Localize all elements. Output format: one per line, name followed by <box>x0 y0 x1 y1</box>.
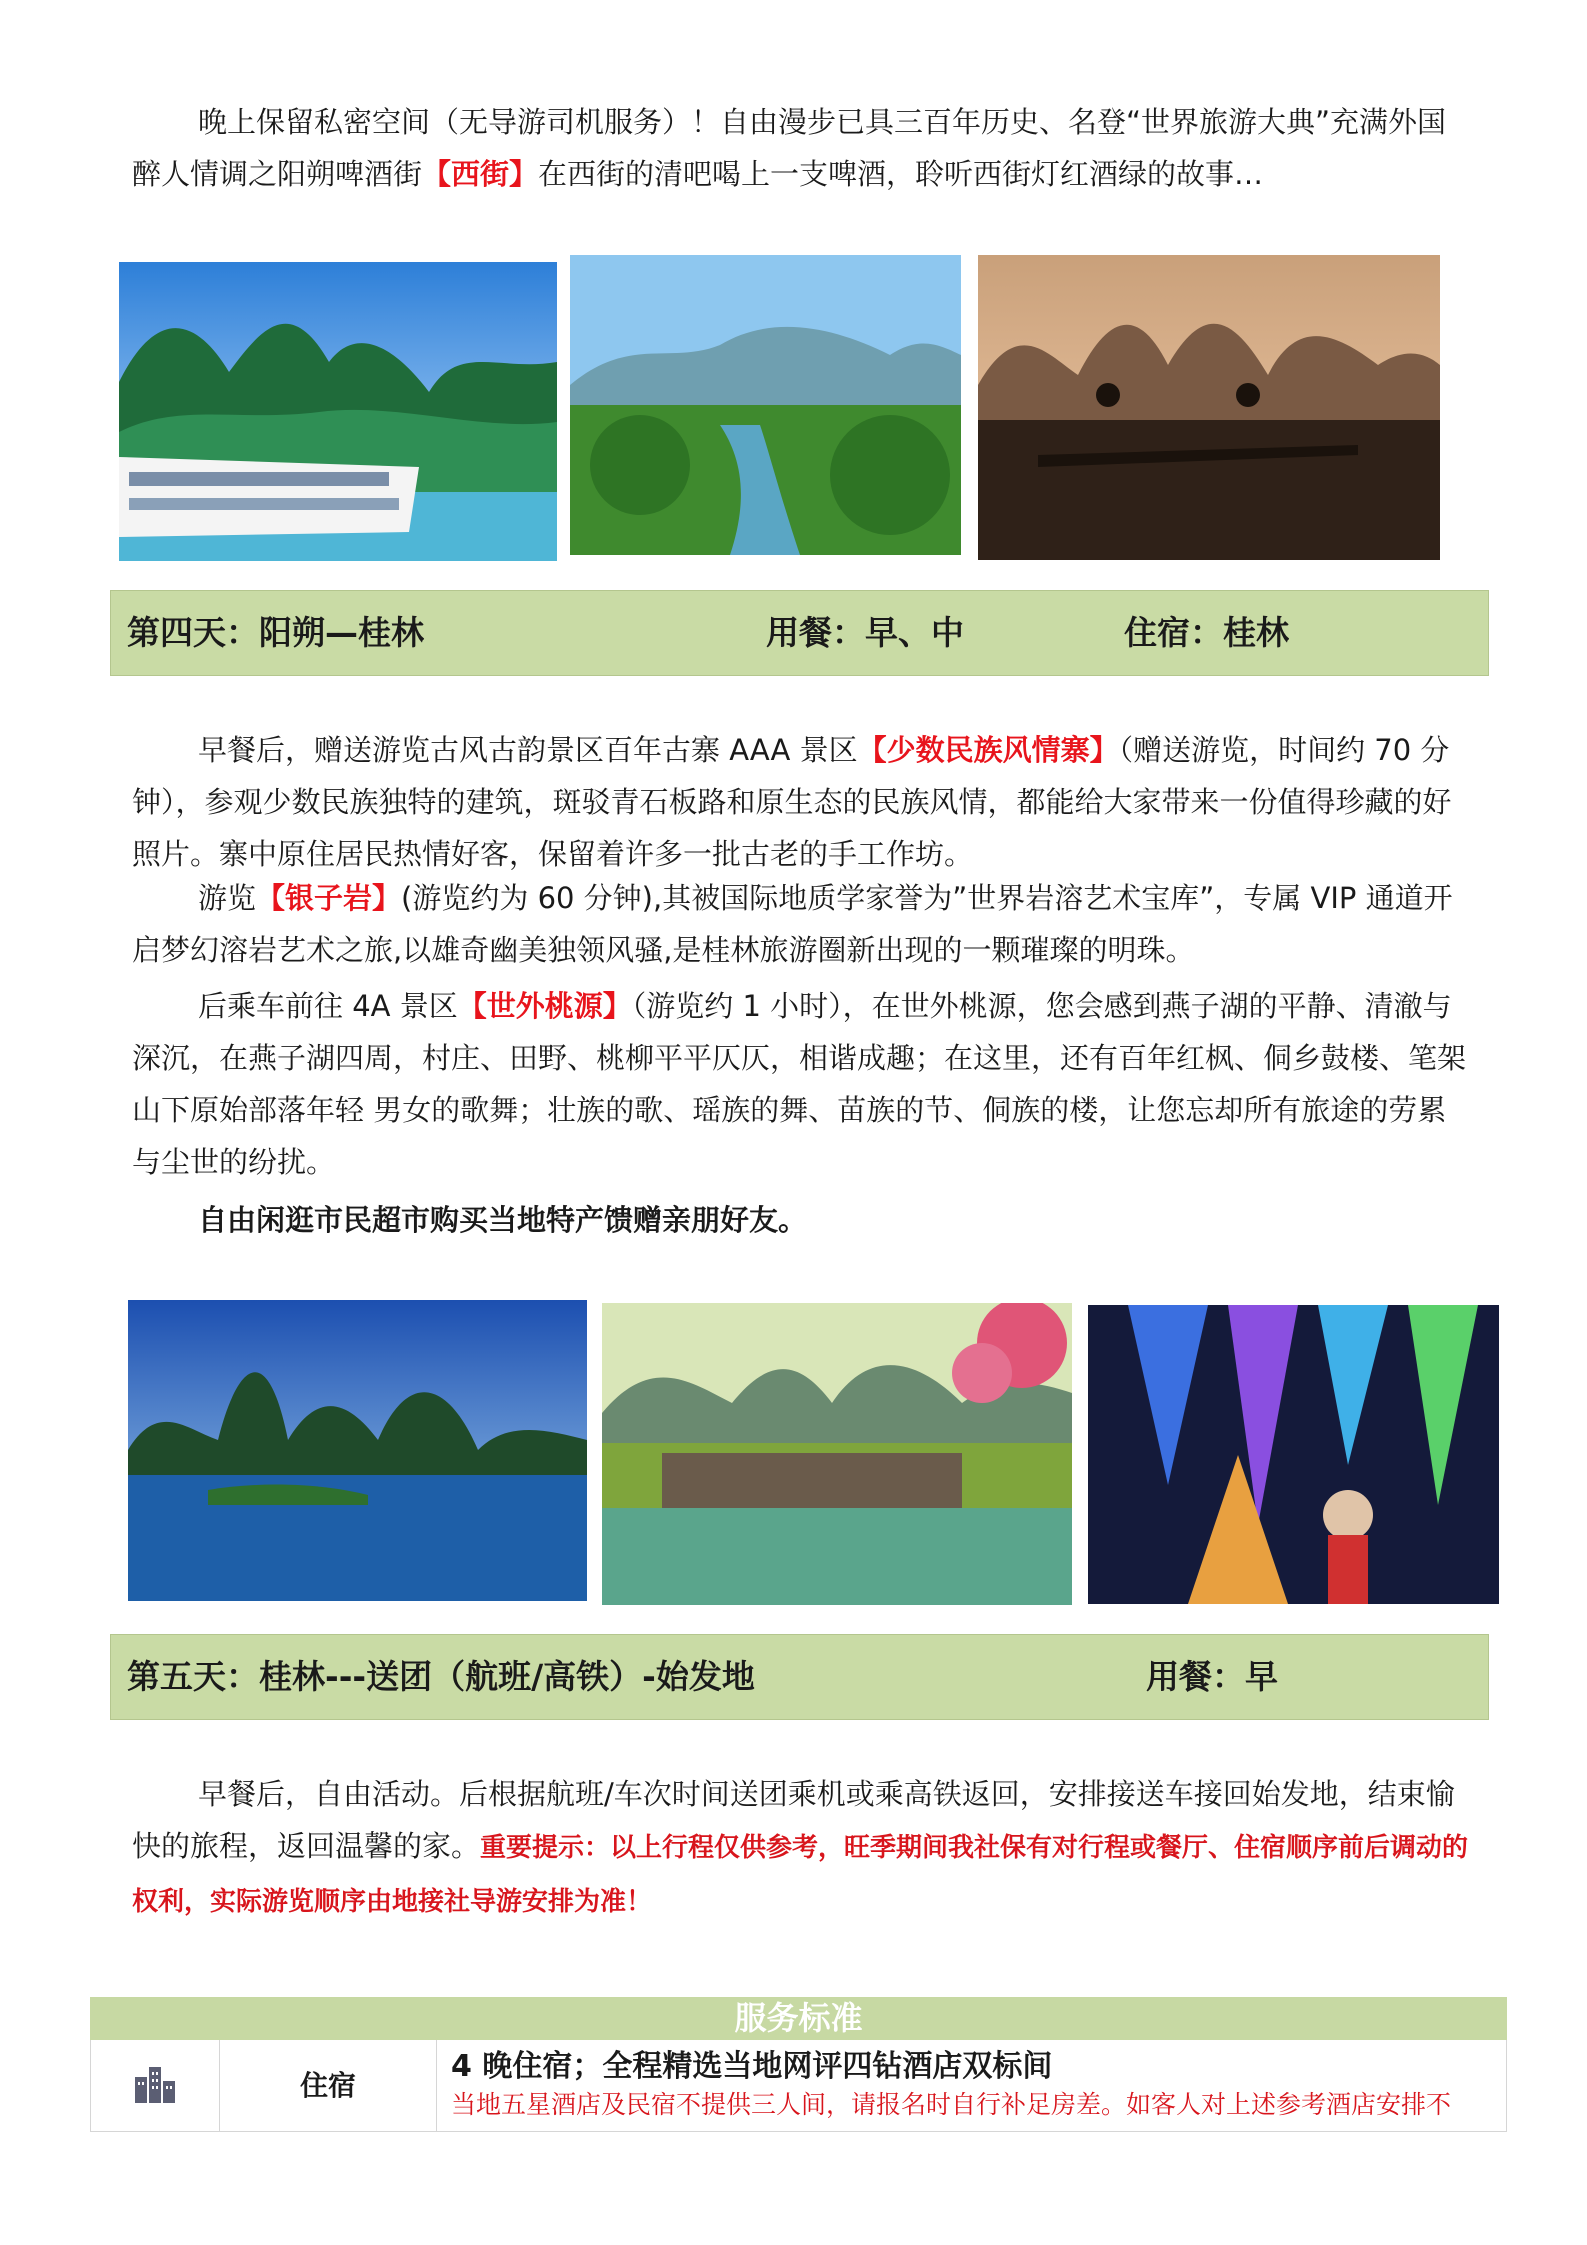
day4-p2-text-a: 游览 <box>198 881 257 915</box>
day5-header-band <box>110 1634 1489 1720</box>
intro-highlight-xijie: 【西街】 <box>422 157 539 191</box>
day4-p3-text-a: 后乘车前往 4A 景区 <box>198 989 458 1023</box>
service-icon-cell <box>91 2040 220 2131</box>
day4-meals: 用餐：早、中 <box>766 613 964 652</box>
service-label-accommodation: 住宿 <box>220 2040 437 2131</box>
service-row-accommodation <box>90 2040 1507 2132</box>
photo-cruise-boat <box>119 262 557 561</box>
photo-peach-blossom-village <box>602 1303 1072 1605</box>
day4-p3-text-b: （游览约 1 小时），在世外桃源，您会感到燕子湖的平静、清澈与深沉，在燕子湖四周，村庄、田野、桃柳平平仄仄，相谐成趣；在这里，还有百年红枫、侗乡鼓楼、笔架山下原始部落年轻 男女的歌舞；壮族的歌、瑶族的舞、苗族的节、侗族的楼，让您忘却所有旅途的劳累与尘世的纷扰。 <box>132 989 1467 1179</box>
day4-p1-text-b: （赠送游览，时间约 70 分钟），参观少数民族独特的建筑，斑驳青石板路和原生态的民族风情，都能给大家带来一份值得珍藏的好照片。寨中原住居民热情好客，保留着许多一批古老的手工作坊。 <box>132 733 1452 871</box>
day4-p3-highlight: 【世外桃源】 <box>457 989 632 1023</box>
day4-stay: 住宿：桂林 <box>1124 613 1289 652</box>
day5-p1-text: 早餐后，自由活动。后根据航班/车次时间送团乘机或乘高铁返回，安排接送车接回始发地，结束愉快的旅程，返回温馨的家。 <box>132 1777 1455 1863</box>
day4-paragraph-3 <box>132 980 1472 1188</box>
service-standard-title: 服务标准 <box>90 1997 1507 2040</box>
photo-karst-lake <box>128 1300 587 1601</box>
day4-p1-highlight: 【少数民族风情寨】 <box>857 733 1119 767</box>
day4-paragraph-2 <box>132 872 1472 976</box>
day4-p1-text-a: 早餐后，赠送游览古风古韵景区百年古寨 AAA 景区 <box>198 733 858 767</box>
day5-paragraph <box>132 1768 1472 1928</box>
photo-river-bamboo-rafts <box>570 255 961 555</box>
day5-title: 第五天：桂林---送团（航班/高铁）-始发地 <box>127 1657 755 1696</box>
service-detail-accommodation <box>437 2040 1506 2131</box>
day4-title: 第四天：阳朔—桂林 <box>127 613 424 652</box>
service-detail-line-1: 4 晚住宿；全程精选当地网评四钻酒店双标间 <box>451 2049 1053 2084</box>
photo-silver-cave-interior <box>1088 1305 1499 1604</box>
intro-text-1: 晚上保留私密空间（无导游司机服务）！自由漫步已具三百年历史、名登“世界旅游大典”充满外国醉人情调之阳朔啤酒街 <box>132 105 1447 191</box>
day4-p2-text-b: (游览约为 60 分钟),其被国际地质学家誉为”世界岩溶艺术宝库”，专属 VIP 通道开启梦幻溶岩艺术之旅,以雄奇幽美独领风骚,是桂林旅游圈新出现的一颗璀璨的明珠。 <box>132 881 1453 967</box>
day5-meals: 用餐：早 <box>1146 1657 1278 1696</box>
day4-header-band <box>110 590 1489 676</box>
day5-important-note: 重要提示：以上行程仅供参考，旺季期间我社保有对行程或餐厅、住宿顺序前后调动的权利，实际游览顺序由地接社导游安排为准！ <box>132 1833 1469 1917</box>
building-icon <box>133 2067 177 2103</box>
day4-paragraph-4: 自由闲逛市民超市购买当地特产馈赠亲朋好友。 <box>198 1203 808 1237</box>
service-detail-line-2: 当地五星酒店及民宿不提供三人间，请报名时自行补足房差。如客人对上述参考酒店安排不 <box>451 2090 1452 2119</box>
photo-cormorant-fishermen <box>978 255 1440 560</box>
day4-paragraph-1 <box>132 724 1472 880</box>
intro-text-2: 在西街的清吧喝上一支啤酒，聆听西街灯红酒绿的故事… <box>538 157 1264 191</box>
day4-p2-highlight: 【银子岩】 <box>256 881 402 915</box>
intro-paragraph <box>132 96 1472 200</box>
